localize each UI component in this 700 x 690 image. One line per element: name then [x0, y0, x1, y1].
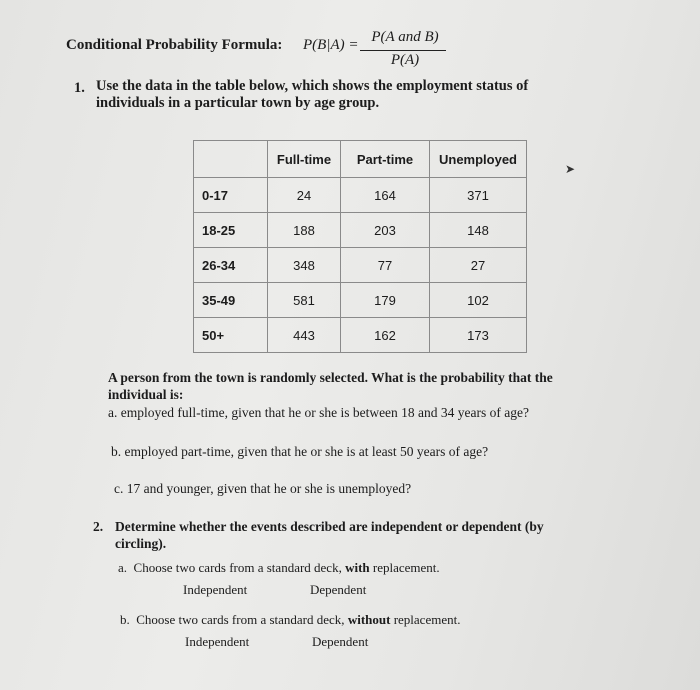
q2-part-a-post: replacement.: [369, 560, 440, 575]
table-cell: 371: [430, 178, 527, 213]
question-2-text: Determine whether the events described are independent or dependent (by circling).: [115, 519, 544, 551]
row-label: 18-25: [194, 213, 268, 248]
table-row: [194, 178, 527, 213]
part-c-text: 17 and younger, given that he or she is unemployed?: [126, 481, 412, 496]
row-label: 35-49: [194, 283, 268, 318]
table-cell: 348: [268, 248, 341, 283]
part-b-label: b.: [111, 444, 122, 459]
table-row: [194, 248, 527, 283]
q2-a-independent-option[interactable]: Independent: [183, 582, 248, 597]
table-cell: 77: [341, 248, 430, 283]
table-cell: 162: [341, 318, 430, 353]
row-label: 26-34: [194, 248, 268, 283]
part-a-text: employed full-time, given that he or she is between 18 and 34 years of age?: [120, 405, 529, 420]
formula-title: Conditional Probability Formula:: [66, 37, 283, 53]
q2-part-a-bold: with: [345, 560, 370, 575]
q2-part-b: [120, 612, 460, 628]
header-part-time: Part-time: [341, 141, 430, 178]
question-2-number: 2.: [93, 519, 104, 534]
q2-part-b-label: b.: [120, 612, 130, 627]
q2-b-independent-option[interactable]: Independent: [185, 634, 250, 649]
row-label: 50+: [194, 318, 268, 353]
formula-lhs: P(B|A) =: [303, 37, 359, 53]
table-cell: 148: [430, 213, 527, 248]
table-cell: 164: [341, 178, 430, 213]
prompt-text: A person from the town is randomly selected. What is the probability that the individual is:: [108, 370, 553, 402]
table-cell: 179: [341, 283, 430, 318]
question-1-number: 1.: [74, 80, 85, 96]
q2-b-dependent-option[interactable]: Dependent: [312, 634, 369, 649]
formula-numerator: P(A and B): [371, 29, 439, 45]
table-cell: 188: [268, 213, 341, 248]
q2-part-a: [118, 560, 440, 576]
q2-part-a-pre: Choose two cards from a standard deck,: [133, 560, 346, 575]
part-c-label: c.: [114, 481, 124, 496]
cursor-arrow-icon: ➤: [565, 162, 576, 176]
q2-part-b-pre: Choose two cards from a standard deck,: [136, 612, 348, 627]
part-c: [114, 481, 411, 497]
table-cell: 24: [268, 178, 341, 213]
question-1-text: Use the data in the table below, which shows the employment status of individuals in a particular town by age group.: [96, 78, 529, 111]
table-row: [194, 318, 527, 353]
header-unemployed: Unemployed: [430, 141, 527, 178]
table-cell: 581: [268, 283, 341, 318]
header-full-time: Full-time: [268, 141, 341, 178]
employment-table: [193, 140, 527, 353]
table-row: [194, 283, 527, 318]
table-cell: 173: [430, 318, 527, 353]
table-header-row: [194, 141, 527, 178]
table-cell: 102: [430, 283, 527, 318]
table-row: [194, 213, 527, 248]
formula-denominator: P(A): [390, 52, 420, 68]
q2-part-a-label: a.: [118, 560, 128, 575]
q2-a-dependent-option[interactable]: Dependent: [310, 582, 367, 597]
table-corner-cell: [194, 141, 268, 178]
part-a-label: a.: [108, 405, 118, 420]
row-label: 0-17: [194, 178, 268, 213]
q2-part-b-bold: without: [347, 612, 391, 627]
table-cell: 27: [430, 248, 527, 283]
table-cell: 203: [341, 213, 430, 248]
table-cell: 443: [268, 318, 341, 353]
fraction-bar: [360, 50, 446, 51]
part-b: [111, 444, 488, 460]
part-b-text: employed part-time, given that he or she is at least 50 years of age?: [124, 444, 489, 459]
q2-part-b-post: replacement.: [390, 612, 461, 627]
part-a: [108, 405, 529, 421]
